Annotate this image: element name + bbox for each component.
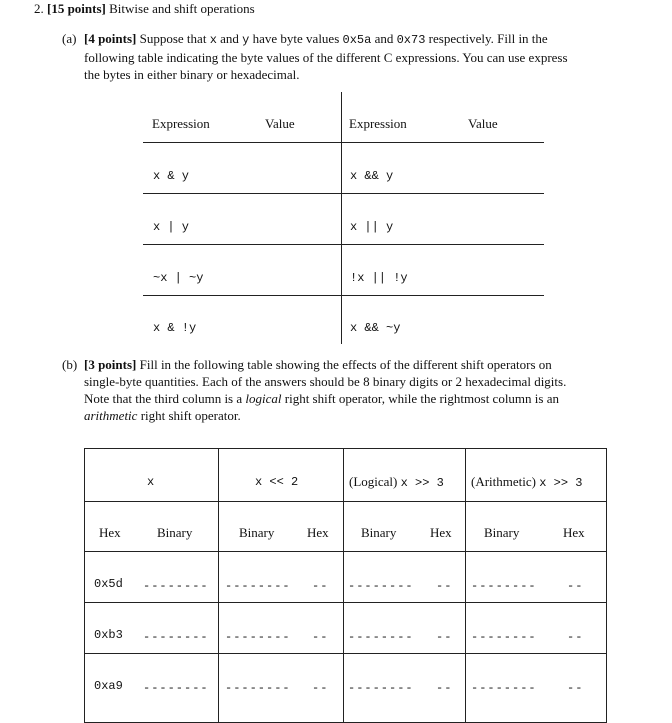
row-hex-value: 0xa9 (94, 679, 123, 693)
part-b-points: [3 points] (84, 357, 137, 372)
blank-hex[interactable]: -- (312, 630, 329, 644)
question-title: Bitwise and shift operations (109, 1, 255, 16)
sub-binary: Binary (157, 525, 193, 540)
blank-hex[interactable]: -- (436, 579, 453, 593)
blank-binary[interactable]: -------- (348, 630, 414, 644)
part-a-text-3: have byte values (252, 31, 340, 46)
blank-binary[interactable]: -------- (143, 579, 209, 593)
question-header (34, 1, 255, 17)
blank-hex[interactable]: -- (436, 630, 453, 644)
part-a-line-2: following table indicating the byte values of the different C expressions. You can use express (84, 50, 568, 65)
part-b-arithmetic: arithmetic (84, 408, 138, 423)
blank-binary[interactable]: -------- (348, 579, 414, 593)
header-expression-right: Expression (349, 116, 407, 131)
table-a-rule (143, 142, 544, 143)
blank-hex[interactable]: -- (312, 579, 329, 593)
blank-hex[interactable]: -- (567, 681, 584, 695)
expr-x-logor-y: x || y (350, 220, 394, 234)
arith-label: (Arithmetic) (471, 474, 536, 489)
blank-hex[interactable]: -- (567, 579, 584, 593)
part-a-text-4: and (374, 31, 394, 46)
header-expression-left: Expression (152, 116, 210, 131)
table-b-divider (343, 449, 344, 722)
part-a-line-3: the bytes in either binary or hexadecimal. (84, 67, 300, 82)
col-x-header: x (147, 475, 155, 489)
part-b-label: (b) (62, 357, 78, 372)
part-a-points: [4 points] (84, 31, 137, 46)
logical-label: (Logical) (349, 474, 398, 489)
blank-binary[interactable]: -------- (471, 681, 537, 695)
table-b-divider (465, 449, 466, 722)
sub-binary: Binary (239, 525, 275, 540)
row-hex-value: 0xb3 (94, 628, 123, 642)
blank-binary[interactable]: -------- (225, 630, 291, 644)
table-a-divider (341, 92, 342, 344)
part-a-val-x: 0x5a (342, 33, 372, 47)
expr-lognotx-logor-lognoty: !x || !y (350, 271, 408, 285)
part-a-var-y: y (242, 33, 250, 47)
expr-x-or-y: x | y (153, 220, 190, 234)
part-a-var-x: x (209, 33, 217, 47)
logical-expr: x >> 3 (400, 476, 444, 490)
table-b-rule (85, 551, 606, 552)
expr-x-logand-y: x && y (350, 169, 394, 183)
blank-binary[interactable]: -------- (471, 579, 537, 593)
part-b-logical: logical (245, 391, 282, 406)
table-b-divider (218, 449, 219, 722)
blank-binary[interactable]: -------- (225, 681, 291, 695)
blank-hex[interactable]: -- (567, 630, 584, 644)
part-b-line-3b: right shift operator, while the rightmost column is an (284, 391, 559, 406)
part-a-val-y: 0x73 (396, 33, 426, 47)
question-points: [15 points] (47, 1, 106, 16)
part-a-text (84, 30, 609, 83)
blank-binary[interactable]: -------- (143, 681, 209, 695)
blank-hex[interactable]: -- (312, 681, 329, 695)
part-b-line-3a: Note that the third column is a (84, 391, 243, 406)
part-b-line-1: Fill in the following table showing the effects of the different shift operators on (139, 357, 552, 372)
header-value-right: Value (468, 116, 498, 131)
shift-table (84, 448, 607, 723)
part-b-line-4: right shift operator. (140, 408, 241, 423)
col-shl-header: x << 2 (255, 475, 299, 489)
sub-hex: Hex (430, 525, 452, 540)
blank-binary[interactable]: -------- (225, 579, 291, 593)
part-b-text (84, 356, 609, 424)
header-value-left: Value (265, 116, 295, 131)
blank-binary[interactable]: -------- (348, 681, 414, 695)
table-b-rule (85, 501, 606, 502)
table-a-rule (143, 295, 544, 296)
sub-hex: Hex (563, 525, 585, 540)
question-number: 2. (34, 1, 44, 16)
col-arith-header (471, 474, 582, 490)
table-a-rule (143, 193, 544, 194)
part-a-label: (a) (62, 31, 77, 46)
expr-x-and-lognoty: x & !y (153, 321, 197, 335)
blank-hex[interactable]: -- (436, 681, 453, 695)
blank-binary[interactable]: -------- (471, 630, 537, 644)
part-a-text-1: Suppose that (139, 31, 207, 46)
col-logical-header (349, 474, 444, 490)
expr-notx-or-noty: ~x | ~y (153, 271, 204, 285)
blank-binary[interactable]: -------- (143, 630, 209, 644)
part-b-line-2: single-byte quantities. Each of the answers should be 8 binary digits or 2 hexadecimal digits. (84, 374, 567, 389)
part-a-text-2: and (220, 31, 239, 46)
sub-binary: Binary (361, 525, 397, 540)
part-a-text-5: respectively. Fill in the (428, 31, 548, 46)
table-b-rule (85, 653, 606, 654)
arith-expr: x >> 3 (539, 476, 583, 490)
row-hex-value: 0x5d (94, 577, 123, 591)
sub-hex: Hex (99, 525, 121, 540)
table-a-rule (143, 244, 544, 245)
sub-binary: Binary (484, 525, 520, 540)
expr-x-logand-noty: x && ~y (350, 321, 401, 335)
sub-hex: Hex (307, 525, 329, 540)
table-b-rule (85, 602, 606, 603)
expr-x-and-y: x & y (153, 169, 190, 183)
